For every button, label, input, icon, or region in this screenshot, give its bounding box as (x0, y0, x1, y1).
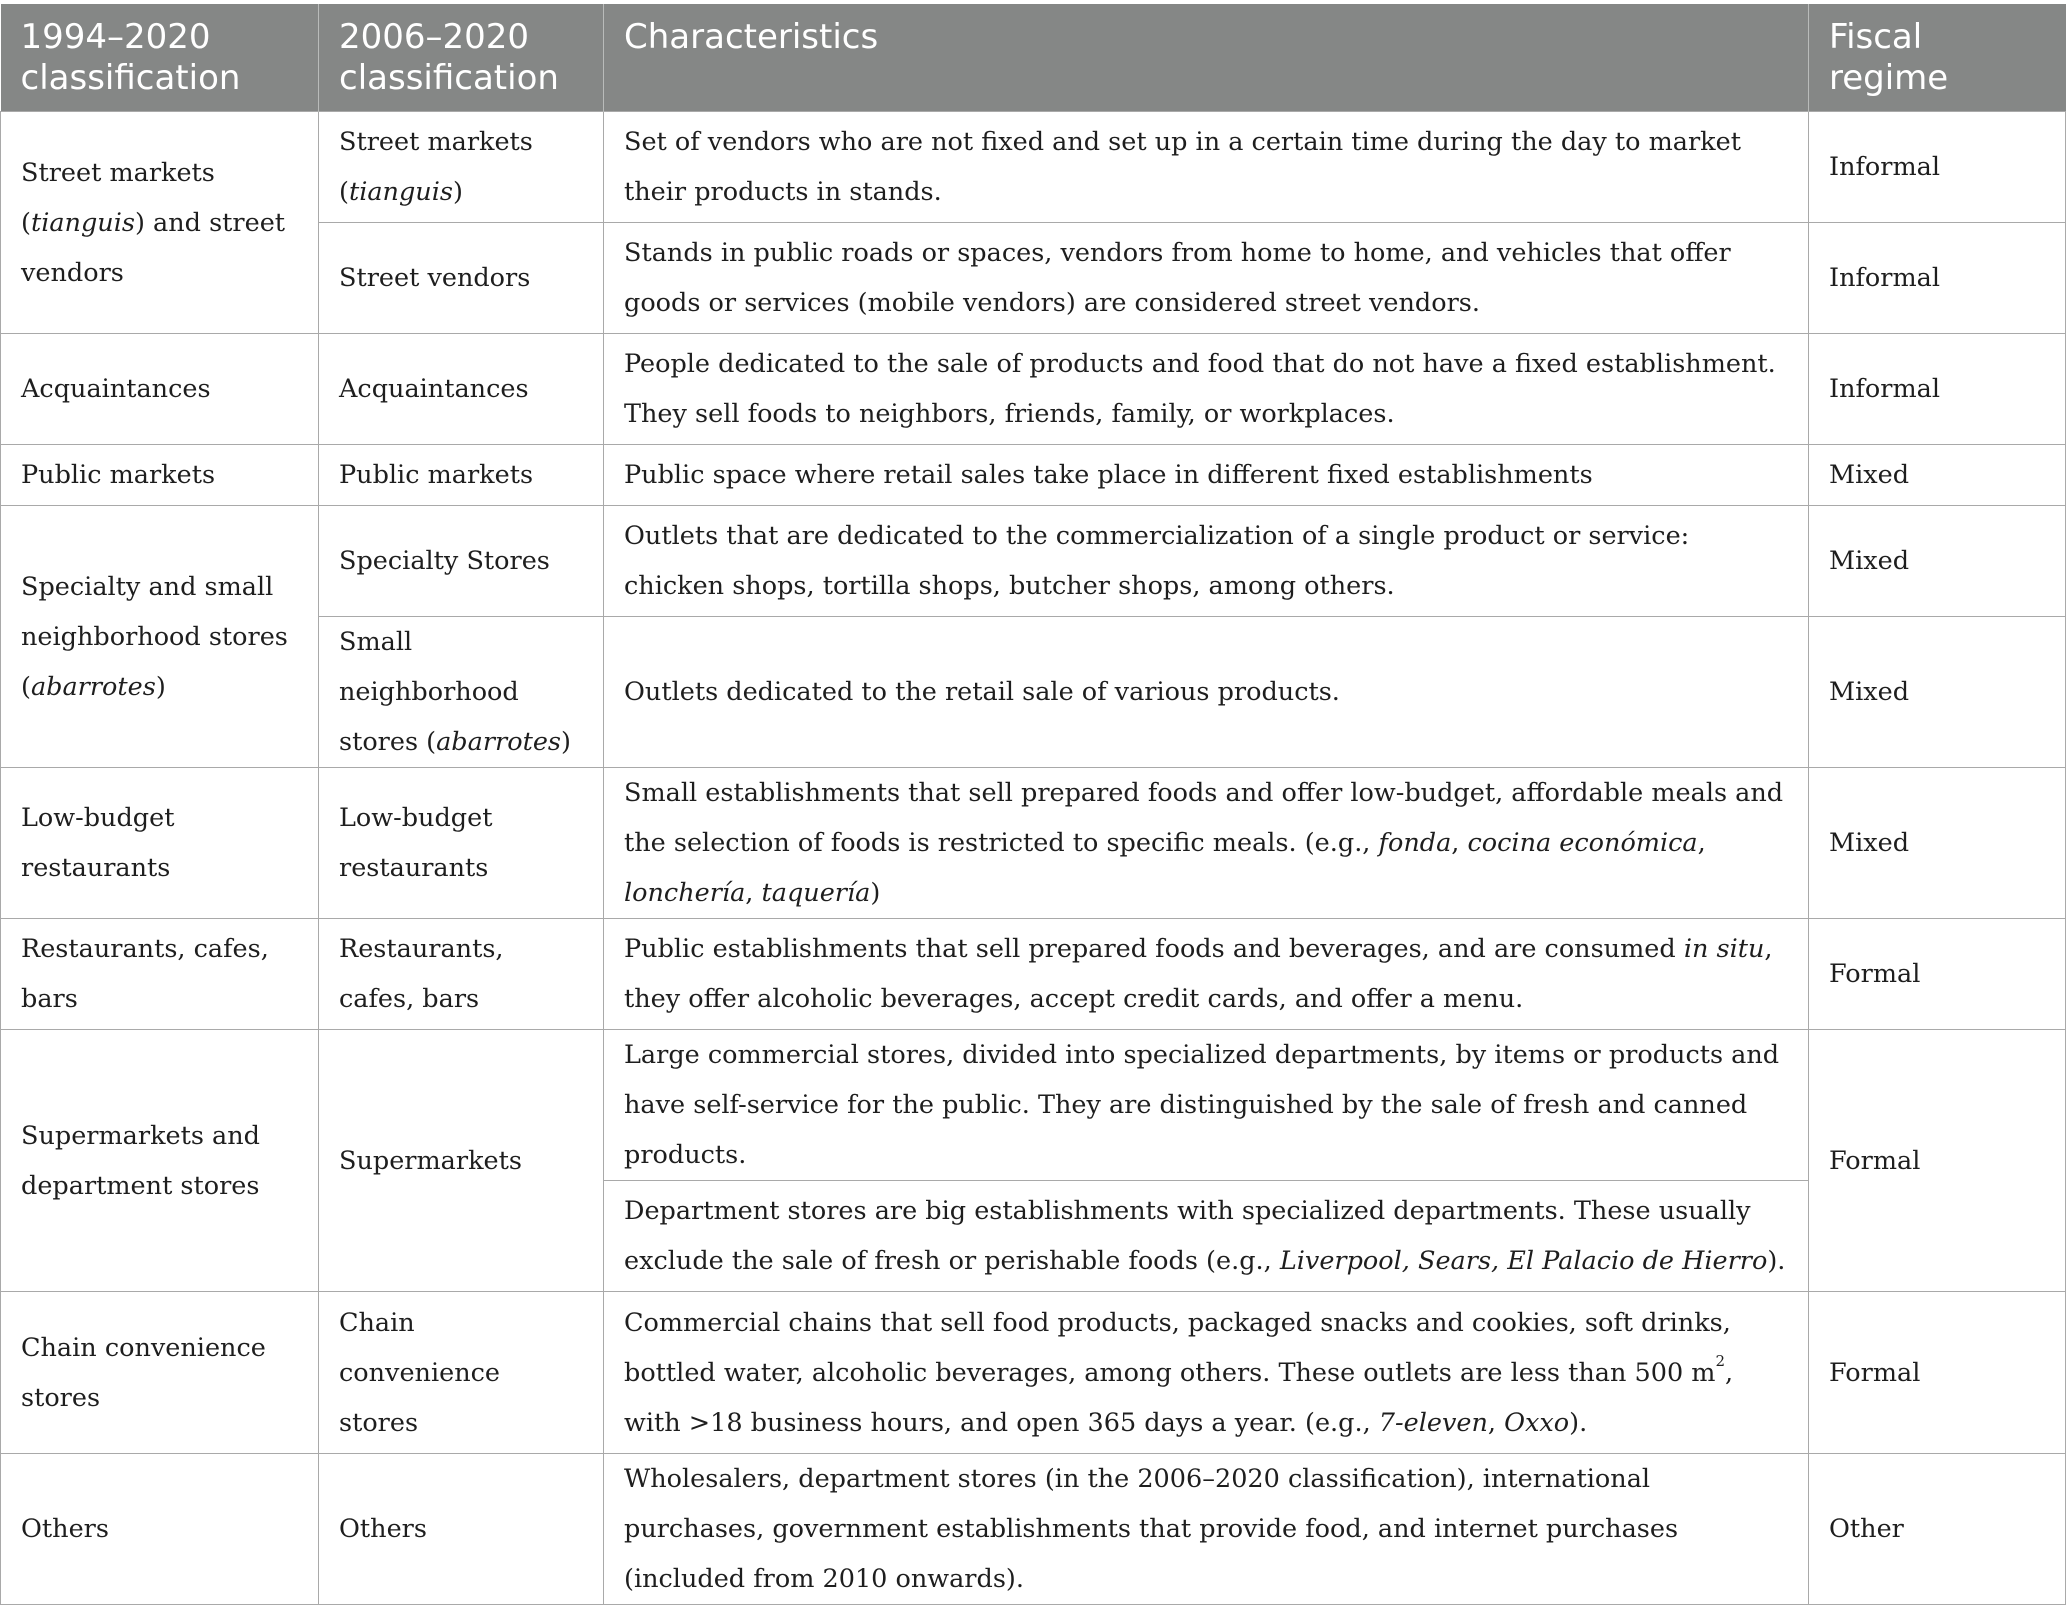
cell-text: Specialty and small neighborhood stores ( (21, 571, 288, 702)
superscript: 2 (1715, 1351, 1726, 1370)
cell-1994-category: Chain convenience stores (1, 1292, 319, 1454)
cell-characteristics (604, 768, 1809, 919)
cell-text: ) (870, 878, 881, 908)
cell-1994-category: Restaurants, cafes, bars (1, 919, 319, 1030)
header-1994-2020-classification (1, 4, 319, 112)
cell-2006-category: Specialty Stores (319, 506, 604, 617)
cell-fiscal-regime: Mixed (1809, 617, 2066, 768)
cell-text-italic: abarrotes (30, 671, 156, 702)
header-characteristics (604, 4, 1809, 112)
cell-text-italic: cocina económica (1467, 828, 1698, 858)
header-2006-2020-classification (319, 4, 604, 112)
cell-characteristics: People dedicated to the sale of products and food that do not have a fixed establishment. They sell foods to neighbors, friends, family, or workplaces. (604, 334, 1809, 445)
cell-text: ) and street vendors (21, 207, 286, 288)
cell-characteristics: Wholesalers, department stores (in the 2006–2020 classification), international purchases, government establishments that provide food, and internet purchases (included from 2010 onwards). (604, 1454, 1809, 1605)
cell-2006-category (319, 112, 604, 223)
table-row (1, 1030, 2066, 1181)
cell-text-italic: fonda (1378, 828, 1452, 858)
cell-fiscal-regime: Mixed (1809, 445, 2066, 506)
cell-characteristics: Outlets that are dedicated to the commercialization of a single product or service: chicken shops, tortilla shops, butcher shops, among others. (604, 506, 1809, 617)
cell-text: Street markets ( (339, 127, 533, 207)
cell-text-italic: lonchería (624, 878, 746, 908)
cell-text-italic: 7-eleven (1378, 1407, 1488, 1438)
cell-characteristics: Public space where retail sales take place in different fixed establishments (604, 445, 1809, 506)
cell-text-italic: Liverpool, Sears, El Palacio de Hierro (1279, 1246, 1768, 1276)
header-text: 2006–2020 (339, 17, 530, 57)
header-text: regime (1829, 58, 1949, 98)
cell-text-italic: tianguis (348, 177, 453, 207)
cell-text: , (1697, 828, 1706, 858)
cell-text: , (1487, 1407, 1505, 1438)
cell-1994-category: Public markets (1, 445, 319, 506)
cell-characteristics: Large commercial stores, divided into specialized departments, by items or products and have self-service for the public. They are distinguished by the sale of fresh and canned products. (604, 1030, 1809, 1181)
cell-2006-category: Acquaintances (319, 334, 604, 445)
cell-fiscal-regime: Informal (1809, 112, 2066, 223)
table-row (1, 445, 2066, 506)
cell-fiscal-regime: Formal (1809, 1292, 2066, 1454)
cell-text-italic: abarrotes (436, 727, 561, 757)
cell-text-italic: taquería (761, 878, 871, 908)
cell-text: , (1451, 828, 1468, 858)
cell-characteristics (604, 1292, 1809, 1454)
header-text: classification (339, 58, 559, 98)
cell-fiscal-regime: Informal (1809, 223, 2066, 334)
cell-text: ). (1569, 1407, 1588, 1438)
cell-characteristics (604, 1181, 1809, 1292)
cell-text-italic: in situ (1683, 934, 1765, 964)
cell-text: Department stores are big establishments with specialized departments. These usually exclude the sale of fresh or perishable foods (e.g., (624, 1196, 1751, 1276)
cell-text: ). (1767, 1246, 1786, 1276)
cell-text-italic: tianguis (30, 207, 135, 238)
table-row (1, 768, 2066, 919)
classification-table (0, 4, 2066, 1605)
cell-text: ) (155, 671, 166, 702)
cell-text: Commercial chains that sell food products, packaged snacks and cookies, soft drinks, bottled water, alcoholic beverages, among others. These outlets are less than 500 m (624, 1307, 1731, 1388)
cell-text: , they offer alcoholic beverages, accept credit cards, and offer a menu. (624, 934, 1773, 1014)
cell-characteristics: Outlets dedicated to the retail sale of various products. (604, 617, 1809, 768)
table-row (1, 334, 2066, 445)
cell-text: , (745, 878, 762, 908)
cell-characteristics: Stands in public roads or spaces, vendors from home to home, and vehicles that offer goods or services (mobile vendors) are considered street vendors. (604, 223, 1809, 334)
cell-1994-category (1, 112, 319, 334)
cell-2006-category: Others (319, 1454, 604, 1605)
header-text: 1994–2020 (20, 17, 211, 57)
cell-1994-category: Others (1, 1454, 319, 1605)
cell-text-italic: Oxxo (1504, 1407, 1570, 1438)
cell-2006-category: Chain convenience stores (319, 1292, 604, 1454)
cell-2006-category: Street vendors (319, 223, 604, 334)
table-row (1, 1292, 2066, 1454)
cell-text: , with >18 business hours, and open 365 days a year. (e.g., (624, 1357, 1734, 1438)
table-row (1, 1454, 2066, 1605)
header-text: classification (20, 58, 241, 98)
cell-fiscal-regime: Formal (1809, 1030, 2066, 1292)
cell-text: Public establishments that sell prepared foods and beverages, and are consumed (624, 934, 1684, 964)
cell-2006-category: Low-budget restaurants (319, 768, 604, 919)
cell-text: ) (452, 177, 463, 207)
cell-characteristics (604, 919, 1809, 1030)
cell-2006-category: Supermarkets (319, 1030, 604, 1292)
cell-text: Small establishments that sell prepared foods and offer low-budget, affordable meals and the selection of foods is restricted to specific meals. (e.g., (624, 778, 1784, 858)
cell-fiscal-regime: Formal (1809, 919, 2066, 1030)
cell-1994-category: Acquaintances (1, 334, 319, 445)
cell-text: Small neighborhood stores ( (339, 627, 519, 757)
cell-1994-category: Supermarkets and department stores (1, 1030, 319, 1292)
cell-1994-category (1, 506, 319, 768)
table-row (1, 919, 2066, 1030)
header-text: Characteristics (624, 17, 879, 57)
header-fiscal-regime (1809, 4, 2066, 112)
cell-fiscal-regime: Informal (1809, 334, 2066, 445)
cell-2006-category: Restaurants, cafes, bars (319, 919, 604, 1030)
cell-characteristics: Set of vendors who are not fixed and set up in a certain time during the day to market their products in stands. (604, 112, 1809, 223)
cell-text: ) (561, 727, 571, 757)
table-row (1, 112, 2066, 223)
table-header-row (1, 4, 2066, 112)
cell-fiscal-regime: Mixed (1809, 768, 2066, 919)
table-row (1, 506, 2066, 617)
header-text: Fiscal (1829, 17, 1923, 57)
cell-text: Street markets ( (21, 157, 215, 238)
cell-fiscal-regime: Other (1809, 1454, 2066, 1605)
cell-1994-category: Low-budget restaurants (1, 768, 319, 919)
cell-2006-category: Public markets (319, 445, 604, 506)
cell-2006-category (319, 617, 604, 768)
cell-fiscal-regime: Mixed (1809, 506, 2066, 617)
